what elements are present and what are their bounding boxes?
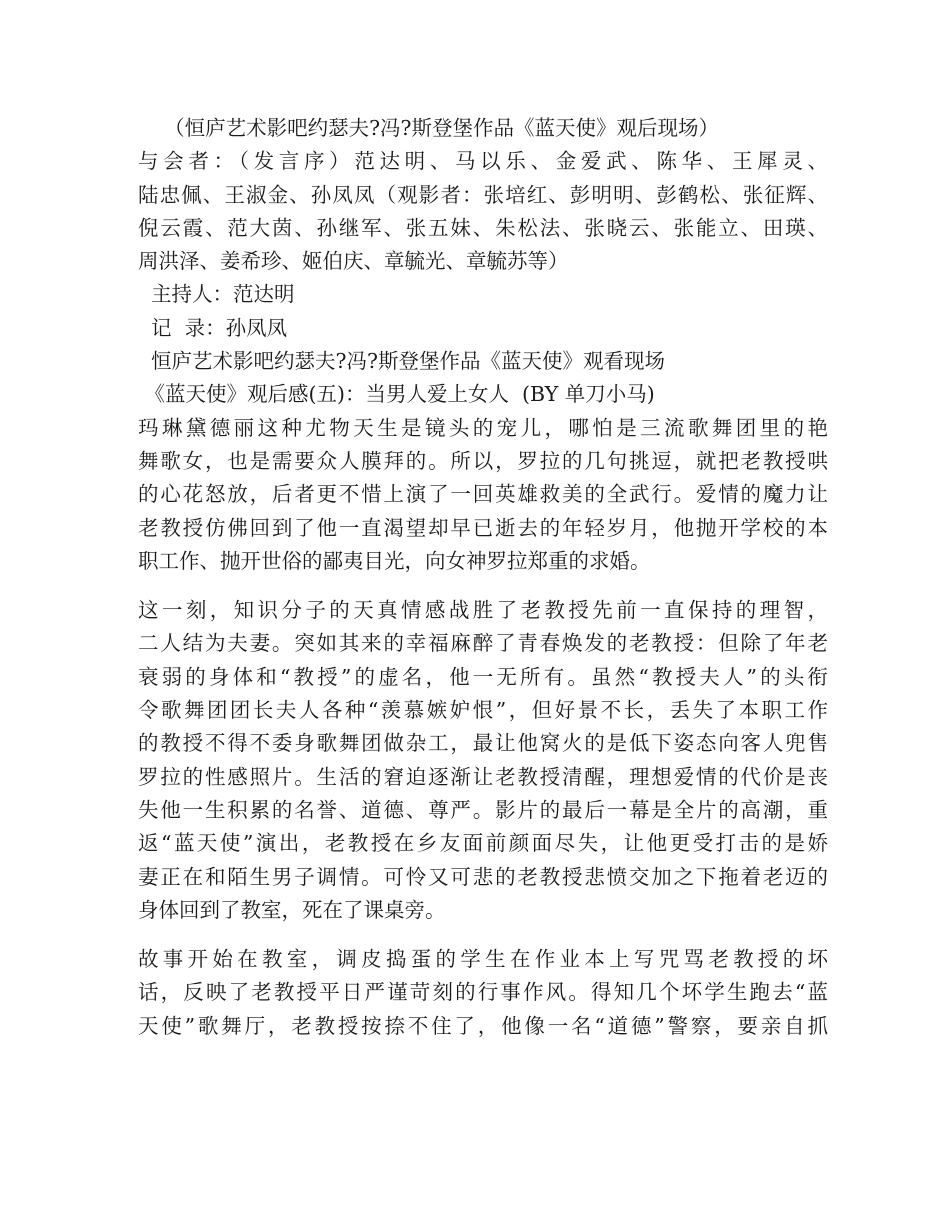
paragraph-line: 的教授不得不委身歌舞团做杂工，最让他窝火的是低下姿态向客人兜售 xyxy=(138,731,828,756)
paragraph-line: 老教授仿佛回到了他一直渴望却早已逝去的年轻岁月，他抛开学校的本 xyxy=(138,515,828,540)
paragraph-line: 舞歌女，也是需要众人膜拜的。所以，罗拉的几句挑逗，就把老教授哄 xyxy=(138,448,828,473)
recorder-line: 记 录：孙凤凤 xyxy=(138,315,288,340)
document-body xyxy=(138,112,828,1043)
host-line: 主持人：范达明 xyxy=(138,282,295,307)
event-title-line: （恒庐艺术影吧约瑟夫?冯?斯登堡作品《蓝天使》观后现场） xyxy=(138,116,720,140)
paragraph-line: 妻正在和陌生男子调情。可怜又可悲的老教授悲愤交加之下拖着老迈的 xyxy=(138,864,828,889)
paragraph-line: 令歌舞团团长夫人各种“羡慕嫉妒恨”，但好景不长，丢失了本职工作 xyxy=(138,698,828,723)
article-title-line: 《蓝天使》观后感(五)：当男人爱上女人 (BY 单刀小马) xyxy=(138,382,655,407)
paragraph-line: 这一刻，知识分子的天真情感战胜了老教授先前一直保持的理智， xyxy=(138,598,828,623)
paragraph-line: 二人结为夫妻。突如其来的幸福麻醉了青春焕发的老教授：但除了年老 xyxy=(138,631,828,656)
paragraph-line: 的心花怒放，后者更不惜上演了一回英雄救美的全武行。爱情的魔力让 xyxy=(138,482,828,507)
paragraph-gap xyxy=(138,927,828,943)
paragraph-line: 失他一生积累的名誉、道德、尊严。影片的最后一幕是全片的高潮，重 xyxy=(138,797,828,822)
attendees-line: 与会者：（发言序）范达明、马以乐、金爱武、陈华、王犀灵、 xyxy=(138,149,828,174)
paragraph-line: 故事开始在教室，调皮捣蛋的学生在作业本上写咒骂老教授的坏 xyxy=(138,947,828,972)
attendees-line: 周洪泽、姜希珍、姬伯庆、章毓光、章毓苏等） xyxy=(138,249,569,274)
paragraph-line: 话，反映了老教授平日严谨苛刻的行事作风。得知几个坏学生跑去“蓝 xyxy=(138,980,828,1005)
venue-line: 恒庐艺术影吧约瑟夫?冯?斯登堡作品《蓝天使》观看现场 xyxy=(138,349,666,374)
paragraph-line: 玛琳黛德丽这种尤物天生是镜头的宠儿，哪怕是三流歌舞团里的艳 xyxy=(138,415,828,440)
paragraph-line: 职工作、抛开世俗的鄙夷目光，向女神罗拉郑重的求婚。 xyxy=(138,548,651,573)
attendees-line: 陆忠佩、王淑金、孙凤凤（观影者：张培红、彭明明、彭鹤松、张征辉、 xyxy=(138,182,828,207)
paragraph-line: 衰弱的身体和“教授”的虚名，他一无所有。虽然“教授夫人”的头衔 xyxy=(138,664,828,689)
paragraph-line: 天使”歌舞厅，老教授按捺不住了，他像一名“道德”警察，要亲自抓 xyxy=(138,1013,828,1038)
paragraph-line: 罗拉的性感照片。生活的窘迫逐渐让老教授清醒，理想爱情的代价是丧 xyxy=(138,764,828,789)
paragraph-line: 身体回到了教室，死在了课桌旁。 xyxy=(138,897,446,922)
paragraph-line: 返“蓝天使”演出，老教授在乡友面前颜面尽失，让他更受打击的是娇 xyxy=(138,831,828,856)
paragraph-gap xyxy=(138,578,828,594)
attendees-line: 倪云霞、范大茵、孙继军、张五妹、朱松法、张晓云、张能立、田瑛、 xyxy=(138,215,828,240)
